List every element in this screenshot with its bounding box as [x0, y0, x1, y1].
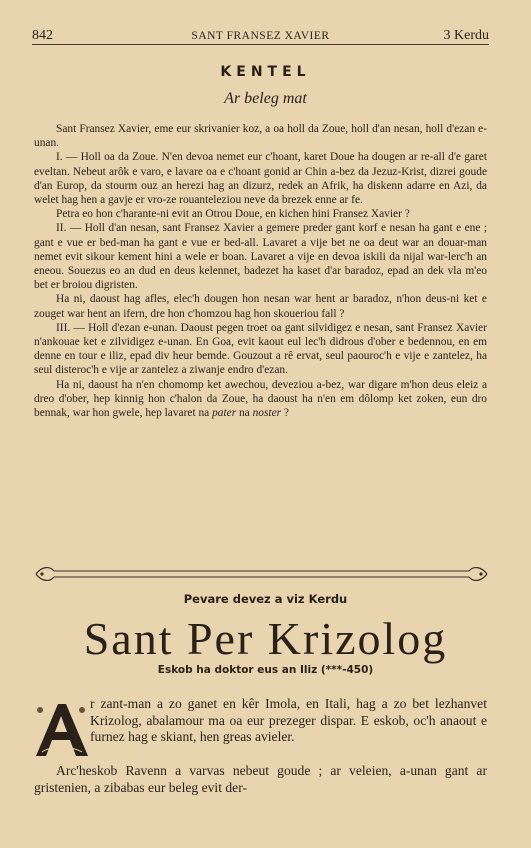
intro-paragraph: r zant-man a zo ganet en kêr Imola, en Itali, hag a zo bet lezhanvet Krizolog, abalamour ma oa eur prezeger dispar. E eskob, oc'h anaout e furnez hag e skiant, hen greas avieler. — [90, 696, 487, 745]
prayer-heading: Pevare devez a viz Kerdu — [183, 592, 348, 606]
saint-title: Sant Per Krizolog — [83, 613, 448, 664]
section-title: KENTEL — [220, 64, 311, 80]
italic-word: pater — [212, 407, 237, 420]
paragraph-text: Ha ni, daoust ha n'en chomomp ket awechou, deveziou a-bez, war digare m'hon deus eleiz a dreo d'ober, hep kinnig hon c'halon da Zoue, ha daoust ha n'en em dôlomp ket zoken, eun dro bennak, war hon gwele, hep lavaret na — [34, 378, 487, 420]
intro-text — [90, 696, 487, 746]
running-title: SANT FRANSEZ XAVIER — [191, 30, 330, 42]
saint-subtitle: Eskob ha doktor eus an Iliz (***-450) — [157, 664, 374, 676]
ornament-divider — [34, 566, 489, 582]
paragraph: II. — Holl d'an nesan, sant Fransez Xavier a gemere preder gant korf e nesan ha gant e ene ; gant e vue er bed-man ha gant e vue er bed-all. Lavaret a vije bet ne oa deut war an douar-man nemet evit sikour kement hini a wele er boan. Lavaret a vije en devoa iskili da nijal war-lerc'h an eneou. Souezus eo an dud en deus kelennet, badezet ha kaset d'ar baradoz, epad an dek vla m'eo bet er broiou digristen. — [34, 222, 487, 292]
paragraph-text: na — [236, 407, 253, 420]
section-subtitle: Ar beleg mat — [224, 90, 307, 107]
paragraph: III. — Holl d'ezan e-unan. Daoust pegen troet oa gant silvidigez e nesan, sant Fransez Xavier n'ankouae ket e zilvidigez e-unan. En Goa, evit kaout eul lec'h didrous d'ober e bedennou, en em denne en tour e iliz, epad div heur bemde. Gouzout a rê ervat, seul paouroc'h e vije e zantelez, ha seul disteroc'h e vije ar zantelez a ziwanje endro d'ezan. — [34, 321, 487, 377]
paragraph: Ha ni, daoust hag afles, elec'h dougen hon nesan war hent ar baradoz, n'hon deus-ni ket e zouget war hent an ifern, dre hon c'homzou hag hon skoueriou fall ? — [34, 293, 487, 320]
running-header — [32, 24, 489, 45]
dropcap-letter-icon — [32, 700, 90, 758]
header-date: 3 Kerdu — [443, 28, 489, 43]
continuation-paragraph: Arc'heskob Ravenn a varvas nebeut goude ; ar veleien, a-unan gant ar gristenien, a zibabas eur beleg evit der- — [34, 763, 487, 795]
page-number: 842 — [32, 28, 53, 43]
continuation-text — [34, 763, 487, 796]
paragraph: Sant Fransez Xavier, eme eur skrivanier koz, a oa holl da Zoue, holl d'an nesan, holl d'ezan e-unan. — [34, 123, 487, 150]
paragraph: I. — Holl oa da Zoue. N'en devoa nemet eur c'hoant, karet Doue ha dougen ar re-all d'e garet eveltan. Nebeut arôk e varo, e lavare oa e c'hoant gonid ar Chin a-bez da Jezuz-Krist, dizrei goude d'an Europ, da stourm ouz an herezi hag an dizurz, redek an Afrik, ha diskenn adarre en Azi, da welet hag hen a gavje er vro-ze rouanteleziou neve da brezek enne ar fe. — [34, 151, 487, 207]
paragraph: Petra eo hon c'harante-ni evit an Otrou Doue, en kichen hini Fransez Xavier ? — [56, 208, 410, 221]
italic-word: noster — [252, 407, 282, 420]
body-text — [34, 122, 487, 420]
paragraph-text: ? — [281, 407, 289, 420]
paragraph-last — [34, 378, 487, 421]
